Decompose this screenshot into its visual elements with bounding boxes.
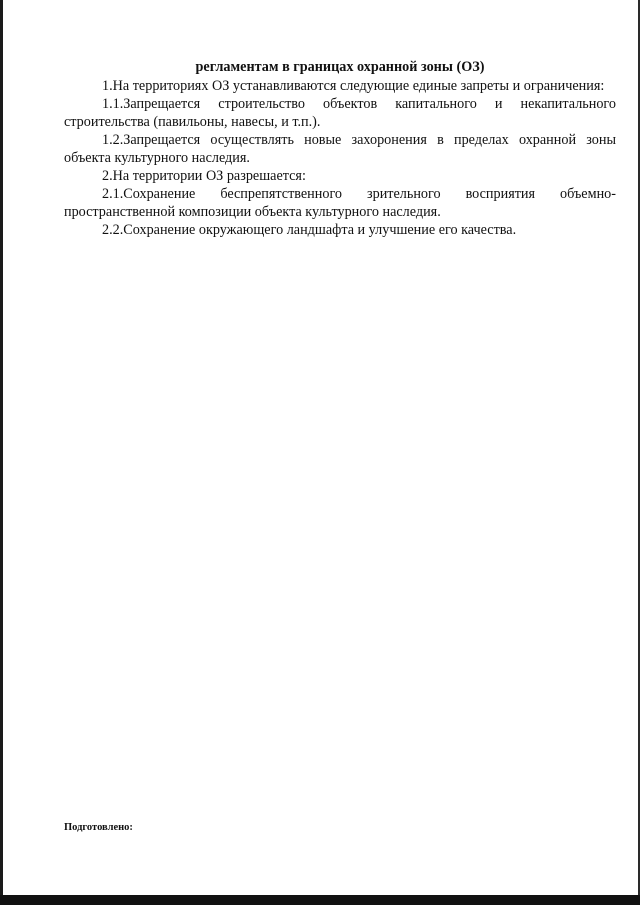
paragraph-1-1: 1.1.Запрещается строительство объектов капитального и некапитального строительства (павильоны, навесы, и т.п.). (64, 96, 616, 130)
paragraph-1: 1.На территориях ОЗ устанавливаются следующие единые запреты и ограничения: (102, 78, 605, 94)
paragraph-2-1: 2.1.Сохранение беспрепятственного зрительного восприятия объемно-пространственной композиции объекта культурного наследия. (64, 186, 616, 220)
scan-edge-bottom (0, 895, 640, 905)
document-body (64, 58, 616, 239)
paragraph-2: 2.На территории ОЗ разрешается: (102, 168, 306, 184)
paragraph-2-2: 2.2.Сохранение окружающего ландшафта и улучшение его качества. (102, 222, 517, 238)
paragraph-1-2: 1.2.Запрещается осуществлять новые захоронения в пределах охранной зоны объекта культурного наследия. (64, 132, 616, 166)
section-heading: регламентам в границах охранной зоны (ОЗ) (195, 59, 485, 75)
scan-edge-left (0, 0, 3, 905)
prepared-by-label: Подготовлено: (64, 822, 133, 833)
